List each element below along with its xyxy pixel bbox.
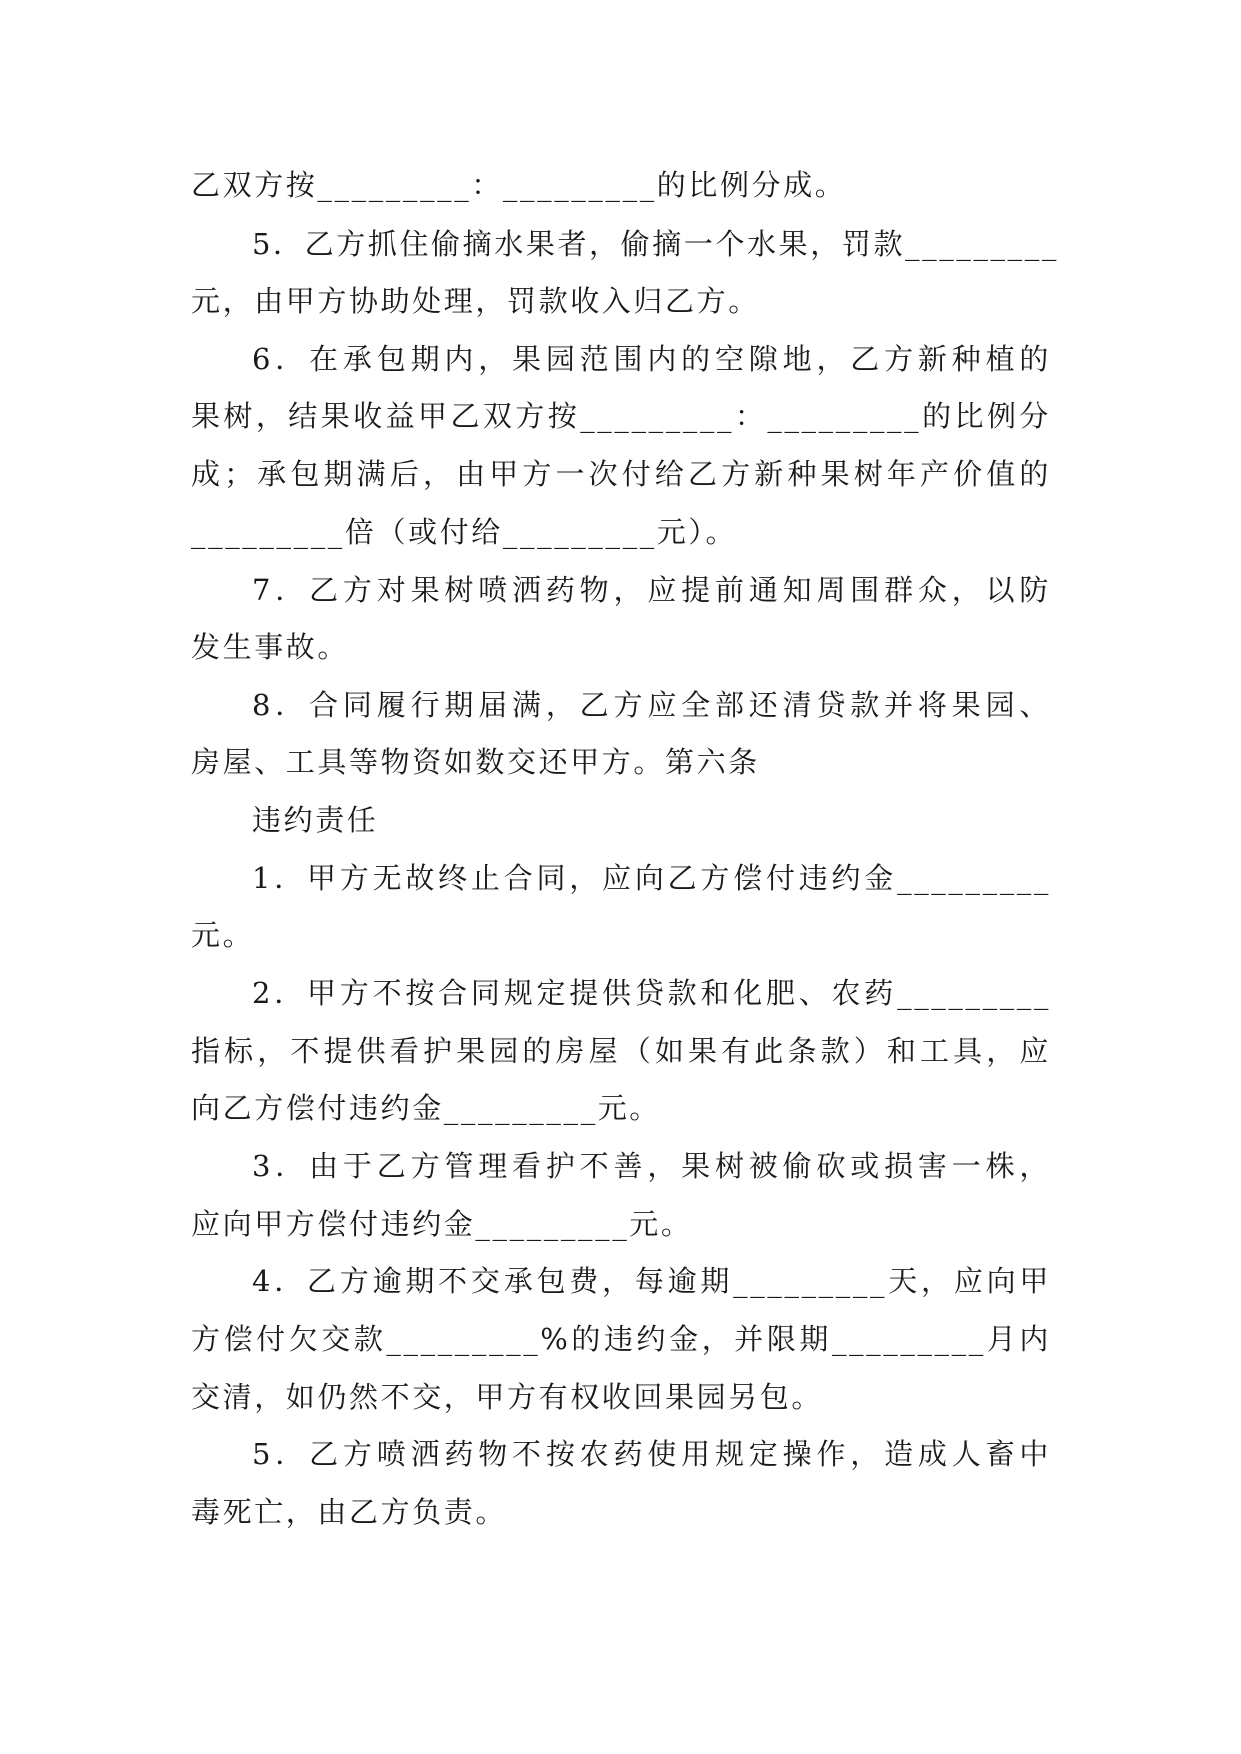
text-line: 成；承包期满后，由甲方一次付给乙方新种果树年产价值的 — [191, 457, 1051, 491]
text-line: 发生事故。 — [191, 630, 350, 664]
text-line: 1．甲方无故终止合同，应向乙方偿付违约金_________ — [252, 861, 1051, 895]
text-line: 8．合同履行期届满，乙方应全部还清贷款并将果园、 — [252, 688, 1051, 722]
text-line: 指标，不提供看护果园的房屋（如果有此条款）和工具，应 — [191, 1034, 1051, 1068]
section-heading: 违约责任 — [252, 803, 379, 837]
text-line: 毒死亡，由乙方负责。 — [191, 1495, 508, 1529]
text-line: 2．甲方不按合同规定提供贷款和化肥、农药_________ — [252, 976, 1051, 1010]
text-line: 4．乙方逾期不交承包费，每逾期_________天，应向甲 — [252, 1264, 1051, 1298]
text-line: 方偿付欠交款_________%的违约金，并限期_________月内 — [191, 1322, 1051, 1356]
text-line: 乙双方按_________：_________的比例分成。 — [191, 168, 847, 202]
text-line: 向乙方偿付违约金_________元。 — [191, 1091, 661, 1125]
text-line: 6．在承包期内，果园范围内的空隙地，乙方新种植的 — [252, 342, 1051, 376]
text-line: 5．乙方喷洒药物不按农药使用规定操作，造成人畜中 — [252, 1437, 1051, 1471]
text-line: 3．由于乙方管理看护不善，果树被偷砍或损害一株， — [252, 1149, 1051, 1183]
text-line: 5．乙方抓住偷摘水果者，偷摘一个水果，罚款_________ — [252, 227, 1059, 261]
text-line: 果树，结果收益甲乙双方按_________：_________的比例分 — [191, 399, 1051, 433]
text-line: 元。 — [191, 918, 255, 952]
text-line: 房屋、工具等物资如数交还甲方。第六条 — [191, 745, 760, 779]
text-line: 应向甲方偿付违约金_________元。 — [191, 1207, 693, 1241]
text-line: 7．乙方对果树喷洒药物，应提前通知周围群众，以防 — [252, 573, 1051, 607]
text-line: _________倍（或付给_________元）。 — [191, 515, 738, 549]
text-line: 元，由甲方协助处理，罚款收入归乙方。 — [191, 284, 760, 318]
text-line: 交清，如仍然不交，甲方有权收回果园另包。 — [191, 1380, 824, 1414]
